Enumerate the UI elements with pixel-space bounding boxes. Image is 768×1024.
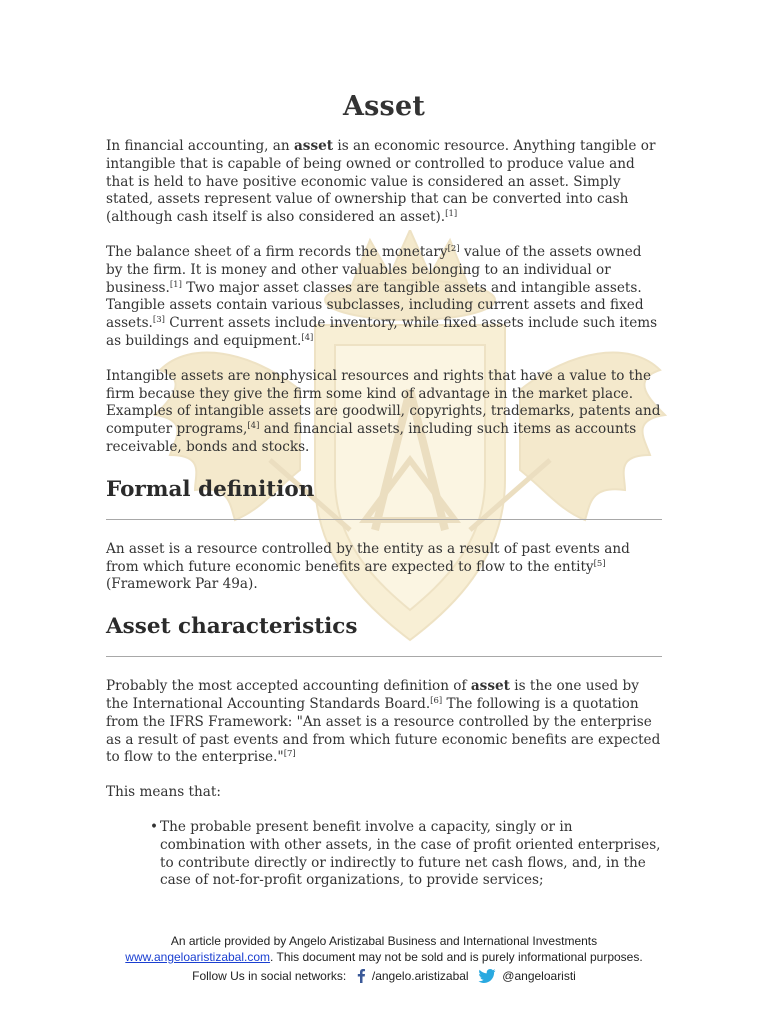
section-divider <box>106 656 662 657</box>
intro-p3-text: Intangible assets are nonphysical resources and rights that have a value to the firm because they give the firm some kind of advantage in the market place. Examples of intangible assets are goodwill, copyrights, trademarks, patents and computer programs, <box>106 367 661 438</box>
characteristics-text: Probably the most accepted accounting definition of <box>106 678 471 695</box>
characteristics-list <box>106 819 662 890</box>
formal-text: (Framework Par 49a). <box>106 576 258 593</box>
footer-social <box>0 968 768 984</box>
citation-link[interactable]: [3] <box>152 315 165 326</box>
citation-link[interactable]: [7] <box>283 749 296 760</box>
facebook-handle[interactable]: /angelo.aristizabal <box>371 969 469 983</box>
footer-credit: An article provided by Angelo Aristizabal Business and International Investments <box>170 934 598 948</box>
footer-notice-text: . This document may not be sold and is purely informational purposes. <box>270 950 643 964</box>
characteristics-paragraph-2: This means that: <box>106 784 221 801</box>
list-item-text: The probable present benefit involve a capacity, singly or in combination with other assets, in the case of profit oriented enterprises, to contribute directly or indirectly to future net cash flows, and, in the case of not-for-profit organizations, to provide services; <box>160 818 661 889</box>
section-divider <box>106 519 662 520</box>
citation-link[interactable]: [1] <box>169 279 182 290</box>
intro-p2-text: value of the assets owned by the firm. It is money and other valuables belonging to an individual or business. <box>106 243 642 296</box>
citation-link[interactable]: [4] <box>247 421 260 432</box>
intro-p1-text-after: is an economic resource. Anything tangible or intangible that is capable of being owned or controlled to produce value and that is held to have positive economic value is considered an asset. Simply stated, assets represent value of ownership that can be converted into cash (although cash itself is also considered an asset). <box>106 138 656 226</box>
bullet-icon: • <box>150 818 159 835</box>
citation-link[interactable]: [2] <box>447 243 460 254</box>
intro-p1-text-before: In financial accounting, an <box>106 138 294 154</box>
intro-p2-text: Current assets include inventory, while fixed assets include such items as buildings and equipment. <box>106 315 658 349</box>
page-title: Asset <box>343 91 425 122</box>
twitter-handle[interactable]: @angeloaristi <box>502 969 576 983</box>
intro-paragraph-3 <box>106 368 662 457</box>
article <box>106 88 662 890</box>
citation-link[interactable]: [1] <box>445 209 458 220</box>
twitter-bird-icon[interactable] <box>478 969 496 983</box>
intro-p3-text: and financial assets, including such items as accounts receivable, bonds and stocks. <box>106 421 637 455</box>
characteristics-paragraph-1 <box>106 678 662 767</box>
footer <box>0 933 768 984</box>
section-heading-asset-characteristics: Asset characteristics <box>106 614 358 640</box>
footer-notice <box>0 949 768 965</box>
formal-definition-paragraph <box>106 541 662 594</box>
citation-link[interactable]: [5] <box>593 558 606 569</box>
characteristics-text: is the one used by the International Accounting Standards Board. <box>106 678 639 712</box>
term-asset: asset <box>293 138 334 154</box>
citation-link[interactable]: [4] <box>301 332 314 343</box>
facebook-icon[interactable] <box>356 968 366 983</box>
intro-p2-text: The balance sheet of a firm records the monetary <box>106 243 448 260</box>
formal-text: An asset is a resource controlled by the entity as a result of past events and from which future economic benefits are expected to flow to the entity <box>106 540 630 575</box>
section-heading-formal-definition: Formal definition <box>106 476 315 502</box>
term-asset: asset <box>470 678 510 695</box>
intro-p2-text: Two major asset classes are tangible assets and intangible assets. Tangible assets contain various subclasses, including current assets and fixed assets. <box>106 279 644 332</box>
follow-label: Follow Us in social networks: <box>192 969 347 983</box>
citation-link[interactable]: [6] <box>430 695 443 706</box>
characteristics-text: The following is a quotation from the IFRS Framework: "An asset is a resource controlled by the enterprise as a result of past events and from which future economic benefits are expected to flow to the enterprise." <box>106 695 661 766</box>
intro-paragraph-1 <box>106 138 662 227</box>
list-item <box>106 819 662 890</box>
intro-paragraph-2 <box>106 244 662 351</box>
website-link[interactable]: www.angeloaristizabal.com <box>125 950 271 964</box>
